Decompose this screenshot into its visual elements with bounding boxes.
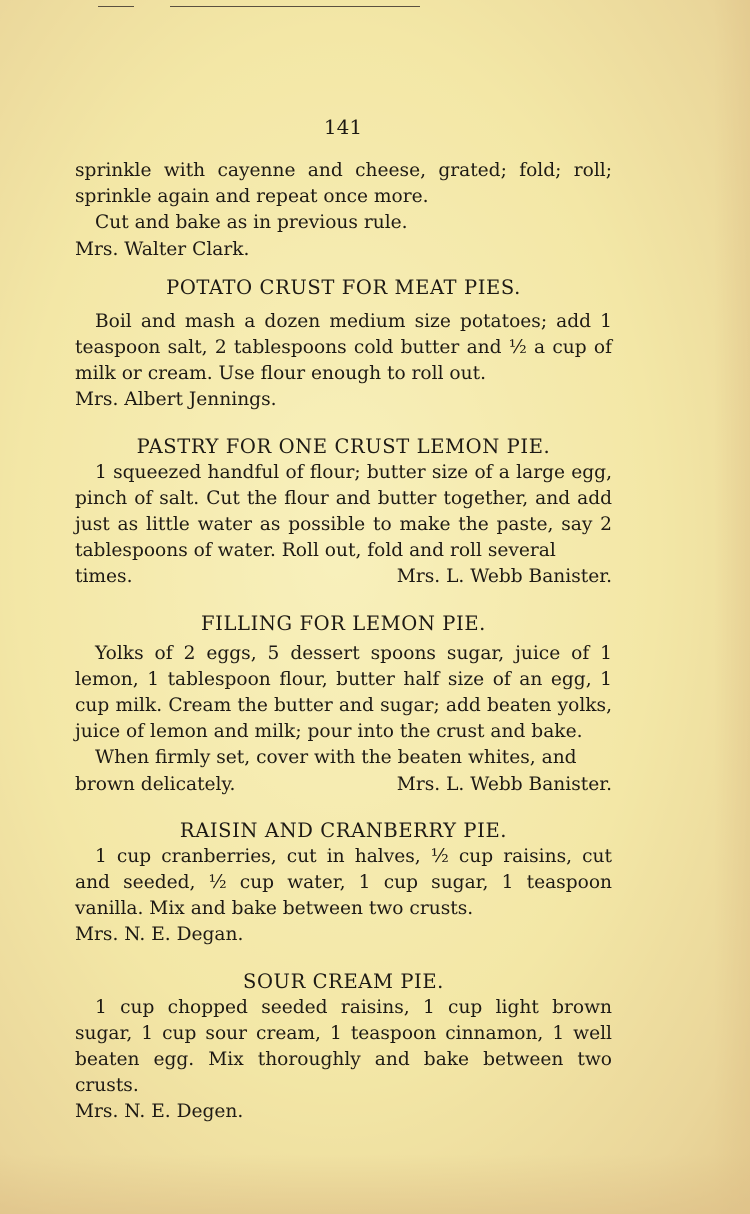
recipe-last-line xyxy=(75,772,612,798)
recipe-title: POTATO CRUST FOR MEAT PIES. xyxy=(166,275,521,299)
intro-instruction: Cut and bake as in previous rule. xyxy=(95,212,408,234)
recipe-signature: Mrs. Walter Clark. xyxy=(75,238,250,260)
recipe-last-word: times. xyxy=(75,566,133,588)
recipe-body: 1 cup cranberries, cut in halves, ½ cup raisins, cut and seeded, ½ cup water, 1 cup sugar, 1 teaspoon vanilla. Mix and bake between two crusts. xyxy=(75,845,612,920)
recipe-signature: Mrs. L. Webb Banister. xyxy=(396,566,612,588)
page-number: 141 xyxy=(323,115,363,139)
recipe-title: PASTRY FOR ONE CRUST LEMON PIE. xyxy=(136,434,551,458)
recipe-title: SOUR CREAM PIE. xyxy=(242,969,444,993)
recipe-title: RAISIN AND CRANBERRY PIE. xyxy=(179,818,508,842)
page-edge-shadow xyxy=(714,0,750,1214)
recipe-title: FILLING FOR LEMON PIE. xyxy=(201,611,486,635)
recipe-body-continued: When firmly set, cover with the beaten whites, and xyxy=(95,747,577,769)
recipe-signature: Mrs. N. E. Degen. xyxy=(75,1101,244,1123)
recipe-signature: Mrs. N. E. Degan. xyxy=(75,924,244,946)
recipe-signature: Mrs. L. Webb Banister. xyxy=(396,773,612,795)
top-rule-right xyxy=(170,6,420,7)
recipe-last-line xyxy=(75,564,612,590)
page-content xyxy=(75,158,612,1126)
recipe-last-word: brown delicately. xyxy=(75,773,236,795)
recipe-body: Yolks of 2 eggs, 5 dessert spoons sugar, juice of 1 lemon, 1 tablespoon flour, butter half size of an egg, 1 cup milk. Cream the butter and sugar; add beaten yolks, juice of lemon and milk; pour into the crust and bake. xyxy=(75,642,612,743)
recipe-body: 1 cup chopped seeded raisins, 1 cup light brown sugar, 1 cup sour cream, 1 teaspoon cinnamon, 1 well beaten egg. Mix thoroughly and bake between two crusts. xyxy=(75,996,612,1097)
recipe-body: 1 squeezed handful of flour; butter size of a large egg, pinch of salt. Cut the flour and butter together, and add just as little water as possible to make the paste, say 2 tablespoons of water. Roll out, fold and roll several xyxy=(75,461,612,562)
intro-continuation: sprinkle with cayenne and cheese, grated; fold; roll; sprinkle again and repeat once more. xyxy=(75,160,612,208)
top-rule-left xyxy=(98,6,134,7)
recipe-body: Boil and mash a dozen medium size potatoes; add 1 teaspoon salt, 2 tablespoons cold butter and ½ a cup of milk or cream. Use flour enough to roll out. xyxy=(75,310,612,385)
page-bottom-shadow xyxy=(0,1154,750,1214)
recipe-signature: Mrs. Albert Jennings. xyxy=(75,389,277,411)
